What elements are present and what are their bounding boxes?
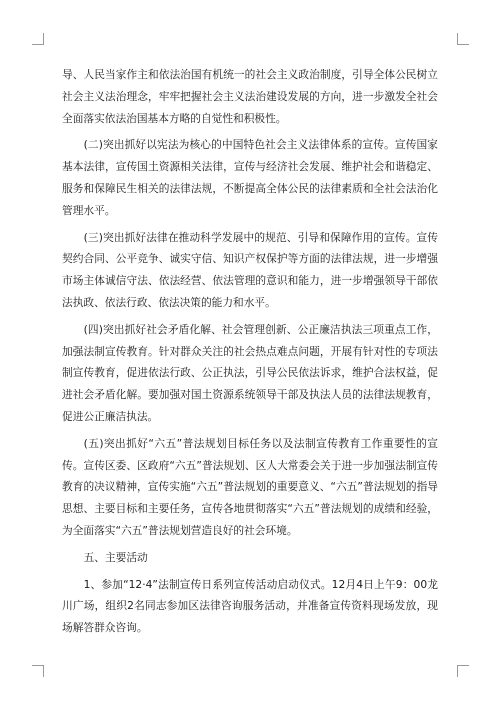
paragraph-item-4: (四)突出抓好社会矛盾化解、社会管理创新、公正廉洁执法三项重点工作，加强法制宣传教育。针对群众关注的社会热点难点问题，开展有针对性的专项法制宣传教育，促进依法行政、公正执法，引导公民依法诉求，维护合法权益，促进社会矛盾化解。要加强对国土资源系统领导干部及执法人员的法律法规教育，促进公正廉洁执法。 [62,322,438,423]
crop-mark-bottom-right [457,665,469,677]
crop-mark-top-left [32,33,44,45]
paragraph-continuation: 导、人民当家作主和依法治国有机统一的社会主义政治制度，引导全体公民树立社会主义法治理念，牢牢把握社会主义法治建设发展的方向，进一步激发全社会全面落实依法治国基本方略的自觉性和积极性。 [62,68,438,125]
document-body [62,64,438,644]
crop-mark-top-right [457,33,469,45]
paragraph-item-2: (二)突出抓好以宪法为核心的中国特色社会主义法律体系的宣传。宣传国家基本法律，宣传国土资源相关法律，宣传与经济社会发展、维护社会和谐稳定、服务和保障民生相关的法律法规，不断提高全体公民的法律素质和全社会法治化管理水平。 [62,138,438,217]
section-heading-main-activities: 五、主要活动 [83,550,148,564]
paragraph-item-5: (五)突出抓好“六五”普法规划目标任务以及法制宣传教育工作重要性的宣传。宣传区委、区政府“六五”普法规划、区人大常委会关于进一步加强法制宣传教育的决议精神，宣传实施“六五”普法规划的重要意义、“六五”普法规划的指导思想、主要目标和主要任务，宣传各地贯彻落实“六五”普法规划的成绩和经验，为全面落实“六五”普法规划营造良好的社会环境。 [62,436,438,537]
paragraph-item-3: (三)突出抓好法律在推动科学发展中的规范、引导和保障作用的宣传。宣传契约合同、公平竞争、诚实守信、知识产权保护等方面的法律法规，进一步增强市场主体诚信守法、依法经营、依法管理的意识和能力，进一步增强领导干部依法执政、依法行政、依法决策的能力和水平。 [62,230,438,309]
crop-mark-bottom-left [32,665,44,677]
paragraph-activity-1: 1、参加“12·4”法制宣传日系列宣传活动启动仪式。12月4日上午9：00龙川广场，组织2名同志参加区法律咨询服务活动，并准备宣传资料现场发放，现场解答群众咨询。 [62,577,438,635]
